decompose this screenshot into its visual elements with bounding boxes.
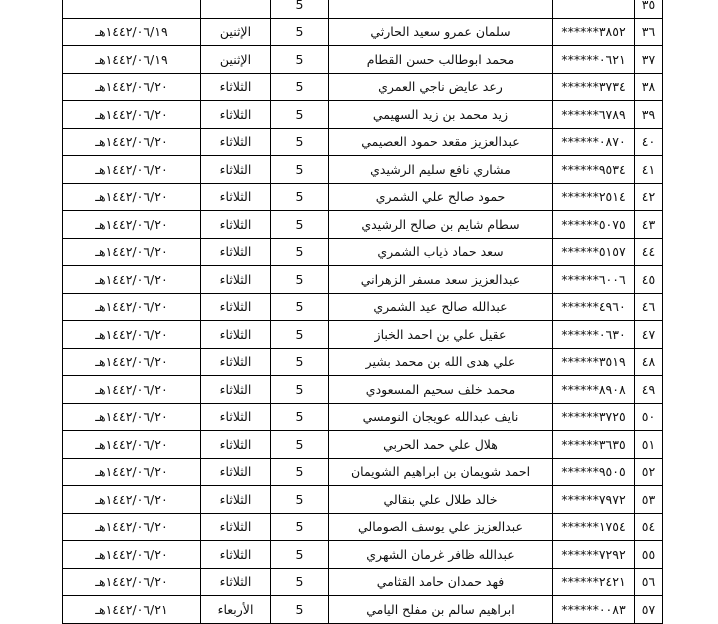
count-cell: 5 [271,101,329,129]
date-cell: ١٤٤٢/٠٦/٢١هـ [63,596,201,624]
day-cell: الثلاثاء [201,541,271,569]
table-row [63,128,663,156]
row-number: ٤٧ [635,321,663,349]
day-cell: الثلاثاء [201,321,271,349]
person-name: احمد شويمان بن ابراهيم الشويمان [329,458,553,486]
row-number: ٥٥ [635,541,663,569]
count-cell: 5 [271,541,329,569]
masked-id [553,0,635,18]
date-cell: ١٤٤٢/٠٦/٢٠هـ [63,238,201,266]
person-name: زيد محمد بن زيد السهيمي [329,101,553,129]
table-row [63,73,663,101]
masked-id: ******٥٠٧٥ [553,211,635,239]
row-number: ٣٦ [635,18,663,46]
person-name: مشاري نافع سليم الرشيدي [329,156,553,184]
table-row [63,46,663,74]
masked-id: ******٣٨٥٢ [553,18,635,46]
person-name: عبدالعزيز علي يوسف الصومالي [329,513,553,541]
date-cell: ١٤٤٢/٠٦/٢٠هـ [63,458,201,486]
day-cell: الثلاثاء [201,486,271,514]
person-name: عبدالعزيز مقعد حمود العصيمي [329,128,553,156]
table-row [63,568,663,596]
person-name: سطام شايم بن صالح الرشيدي [329,211,553,239]
day-cell: الثلاثاء [201,101,271,129]
row-number: ٤٠ [635,128,663,156]
date-cell: ١٤٤٢/٠٦/٢٠هـ [63,376,201,404]
date-cell: ١٤٤٢/٠٦/٢٠هـ [63,73,201,101]
count-cell: 5 [271,376,329,404]
table-row [63,348,663,376]
date-cell: ١٤٤٢/٠٦/٢٠هـ [63,266,201,294]
day-cell: الإثنين [201,46,271,74]
row-number: ٥٦ [635,568,663,596]
day-cell: الثلاثاء [201,348,271,376]
row-number: ٤٤ [635,238,663,266]
table-row [63,376,663,404]
date-cell: ١٤٤٢/٠٦/٢٠هـ [63,348,201,376]
count-cell: 5 [271,0,329,18]
day-cell: الثلاثاء [201,293,271,321]
masked-id: ******٠٦٢١ [553,46,635,74]
day-cell: الثلاثاء [201,73,271,101]
roster-sheet [62,0,662,617]
count-cell: 5 [271,238,329,266]
day-cell: الثلاثاء [201,128,271,156]
row-number: ٤٢ [635,183,663,211]
row-number: ٥٢ [635,458,663,486]
masked-id: ******١٧٥٤ [553,513,635,541]
table-row [63,211,663,239]
day-cell: الثلاثاء [201,238,271,266]
day-cell: الثلاثاء [201,513,271,541]
day-cell: الثلاثاء [201,458,271,486]
table-row [63,183,663,211]
masked-id: ******٧٢٩٢ [553,541,635,569]
count-cell: 5 [271,18,329,46]
day-cell: الثلاثاء [201,211,271,239]
row-number: ٤٨ [635,348,663,376]
day-cell [201,0,271,18]
count-cell: 5 [271,73,329,101]
count-cell: 5 [271,458,329,486]
day-cell: الإثنين [201,18,271,46]
date-cell: ١٤٤٢/٠٦/٢٠هـ [63,183,201,211]
day-cell: الثلاثاء [201,376,271,404]
day-cell: الثلاثاء [201,183,271,211]
table-row [63,101,663,129]
masked-id: ******٦٧٨٩ [553,101,635,129]
masked-id: ******٢٤٢١ [553,568,635,596]
masked-id: ******٤٩٦٠ [553,293,635,321]
masked-id: ******٣٧٢٥ [553,403,635,431]
row-number: ٤٥ [635,266,663,294]
row-number: ٣٧ [635,46,663,74]
table-row [63,293,663,321]
masked-id: ******٣٦٣٥ [553,431,635,459]
table-row [63,238,663,266]
row-number: ٤٣ [635,211,663,239]
table-row [63,431,663,459]
date-cell: ١٤٤٢/٠٦/٢٠هـ [63,568,201,596]
row-number: ٤٦ [635,293,663,321]
row-number: ٣٥ [635,0,663,18]
row-number: ٥٤ [635,513,663,541]
table-row [63,403,663,431]
table-row [63,321,663,349]
date-cell: ١٤٤٢/٠٦/٢٠هـ [63,431,201,459]
person-name: عقيل علي بن احمد الخباز [329,321,553,349]
count-cell: 5 [271,183,329,211]
date-cell: ١٤٤٢/٠٦/١٩هـ [63,18,201,46]
person-name: خالد طلال علي بنقالي [329,486,553,514]
day-cell: الثلاثاء [201,568,271,596]
count-cell: 5 [271,403,329,431]
row-number: ٥٠ [635,403,663,431]
person-name [329,0,553,18]
masked-id: ******٣٧٣٤ [553,73,635,101]
person-name: حمود صالح علي الشمري [329,183,553,211]
masked-id: ******٢٥١٤ [553,183,635,211]
date-cell: ١٤٤٢/٠٦/٢٠هـ [63,128,201,156]
row-number: ٥٧ [635,596,663,624]
masked-id: ******٨٩٠٨ [553,376,635,404]
count-cell: 5 [271,293,329,321]
person-name: سلمان عمرو سعيد الحارثي [329,18,553,46]
person-name: نايف عبدالله عويجان النومسي [329,403,553,431]
person-name: سعد حماد ذياب الشمري [329,238,553,266]
count-cell: 5 [271,266,329,294]
day-cell: الأربعاء [201,596,271,624]
person-name: هلال علي حمد الحربي [329,431,553,459]
person-name: فهد حمدان حامد القثامي [329,568,553,596]
date-cell: ١٤٤٢/٠٦/٢٠هـ [63,541,201,569]
table-row [63,513,663,541]
person-name: محمد ابوطالب حسن القطام [329,46,553,74]
table-row [63,541,663,569]
person-name: ابراهيم سالم بن مفلح اليامي [329,596,553,624]
date-cell: ١٤٤٢/٠٦/٢٠هـ [63,403,201,431]
date-cell: ١٤٤٢/٠٦/١٩هـ [63,46,201,74]
table-row [63,458,663,486]
date-cell: ١٤٤٢/٠٦/٢٠هـ [63,486,201,514]
table-row [63,18,663,46]
masked-id: ******٥١٥٧ [553,238,635,266]
masked-id: ******٣٥١٩ [553,348,635,376]
masked-id: ******٠٨٧٠ [553,128,635,156]
count-cell: 5 [271,348,329,376]
person-name: عبدالله ظافر غرمان الشهري [329,541,553,569]
count-cell: 5 [271,46,329,74]
row-number: ٥١ [635,431,663,459]
person-name: عبدالله صالح عيد الشمري [329,293,553,321]
date-cell: ١٤٤٢/٠٦/٢٠هـ [63,211,201,239]
roster-body [63,0,663,623]
row-number: ٤٩ [635,376,663,404]
date-cell: ١٤٤٢/٠٦/٢٠هـ [63,321,201,349]
date-cell: ١٤٤٢/٠٦/٢٠هـ [63,513,201,541]
row-number: ٥٣ [635,486,663,514]
count-cell: 5 [271,486,329,514]
row-number: ٤١ [635,156,663,184]
masked-id: ******٩٥٣٤ [553,156,635,184]
row-number: ٣٨ [635,73,663,101]
person-name: عبدالعزيز سعد مسفر الزهراني [329,266,553,294]
date-cell: ١٤٤٢/٠٦/٢٠هـ [63,101,201,129]
table-row [63,486,663,514]
date-cell: ١٤٤٢/٠٦/٢٠هـ [63,293,201,321]
count-cell: 5 [271,431,329,459]
masked-id: ******٠٠٨٣ [553,596,635,624]
day-cell: الثلاثاء [201,431,271,459]
day-cell: الثلاثاء [201,403,271,431]
count-cell: 5 [271,211,329,239]
person-name: محمد خلف سحيم المسعودي [329,376,553,404]
person-name: رعد عايض ناجي العمري [329,73,553,101]
row-number: ٣٩ [635,101,663,129]
masked-id: ******٩٥٠٥ [553,458,635,486]
table-row-partial [63,0,663,18]
person-name: علي هدى الله بن محمد بشير [329,348,553,376]
masked-id: ******٠٦٣٠ [553,321,635,349]
roster-table [62,0,663,624]
count-cell: 5 [271,568,329,596]
masked-id: ******٦٠٠٦ [553,266,635,294]
table-row [63,266,663,294]
day-cell: الثلاثاء [201,266,271,294]
masked-id: ******٧٩٧٢ [553,486,635,514]
date-cell: ١٤٤٢/٠٦/٢٠هـ [63,156,201,184]
count-cell: 5 [271,513,329,541]
count-cell: 5 [271,156,329,184]
count-cell: 5 [271,321,329,349]
count-cell: 5 [271,596,329,624]
day-cell: الثلاثاء [201,156,271,184]
count-cell: 5 [271,128,329,156]
table-row [63,156,663,184]
date-cell [63,0,201,18]
